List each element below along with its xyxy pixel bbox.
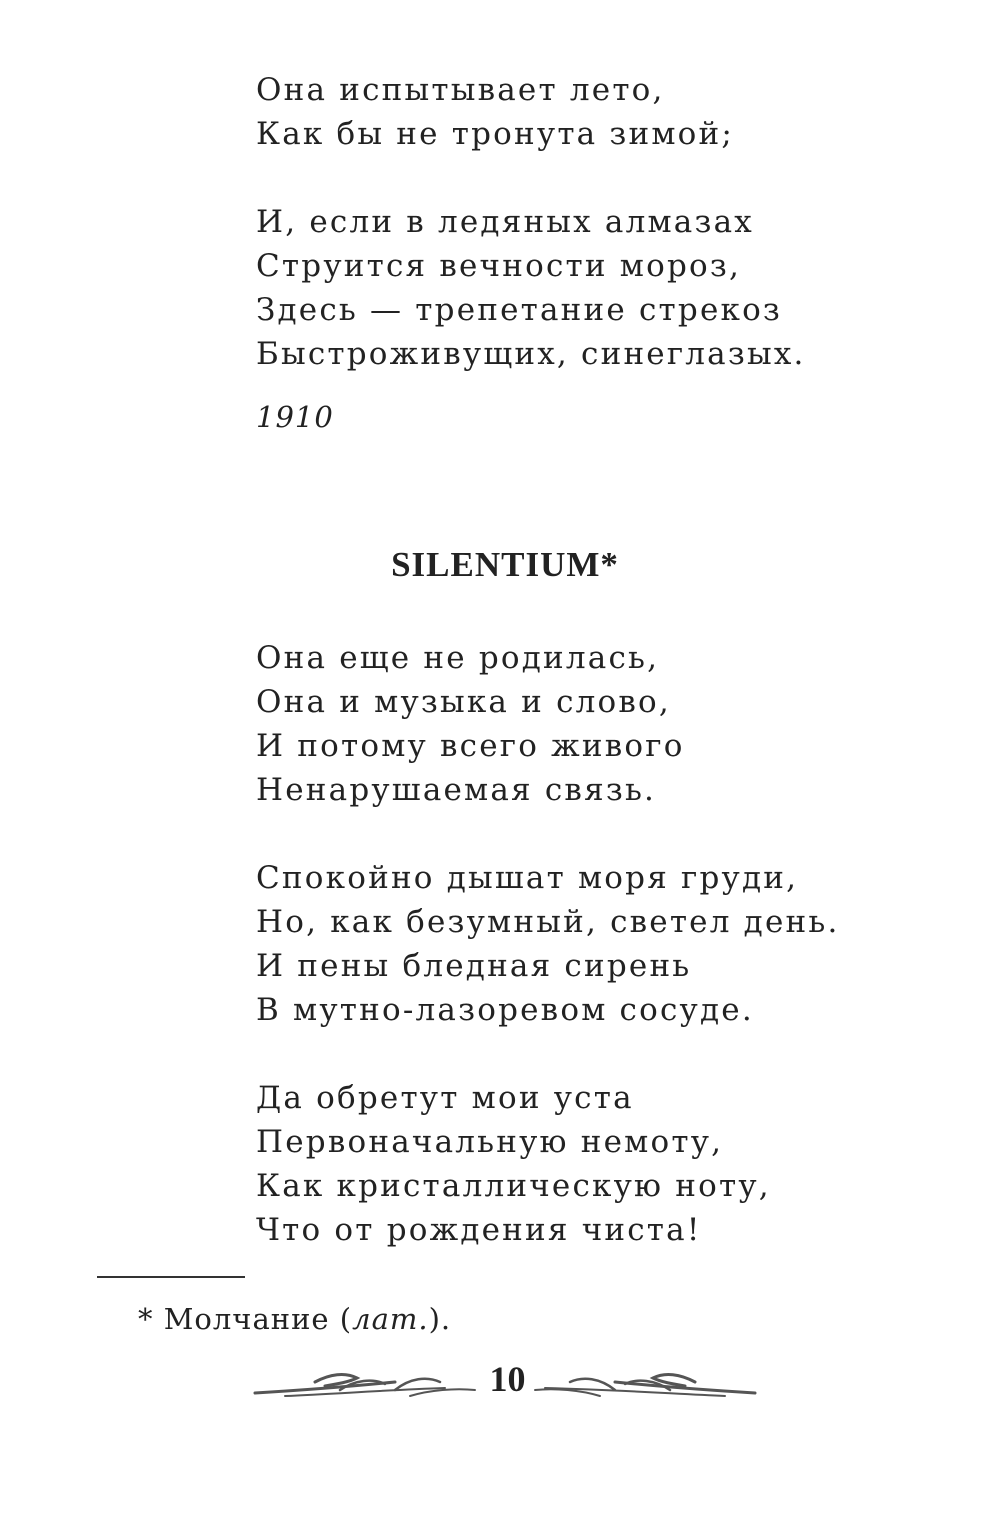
poem-line: И, если в ледяных алмазах [256, 204, 754, 240]
footnote-language: лат. [352, 1302, 429, 1336]
poem-line: Как бы не тронута зимой; [256, 116, 735, 152]
page-number: 10 [489, 1359, 526, 1399]
poem-line: Спокойно дышат моря груди, [256, 860, 799, 896]
poem-line: В мутно-лазоревом сосуде. [256, 992, 754, 1028]
poem-line: Быстроживущих, синеглазых. [256, 336, 806, 372]
poem-line: Она испытывает лето, [256, 72, 665, 108]
footnote-text: * Молчание ( [138, 1302, 353, 1336]
poem-line: Как кристаллическую ноту, [256, 1168, 771, 1204]
poem-line: Она и музыка и слово, [256, 684, 671, 720]
poem-line: Что от рождения чиста! [256, 1212, 702, 1248]
footnote-divider [97, 1276, 245, 1278]
poem-line: Да обретут мои уста [256, 1080, 634, 1116]
poem1-stanza-a [256, 68, 734, 156]
poem-title: SILENTIUM* [391, 545, 619, 584]
poem-line: Она еще не родилась, [256, 640, 660, 676]
poem-line: Но, как безумный, светел день. [256, 904, 840, 940]
poem-line: Ненарушаемая связь. [256, 772, 657, 808]
poem-line: И пены бледная сирень [256, 948, 692, 984]
poem-line: Струится вечности мороз, [256, 248, 742, 284]
poem-line: И потому всего живого [256, 728, 685, 764]
poem2-stanza-3 [256, 1076, 771, 1252]
poem1-stanza-b [256, 200, 806, 376]
footnote [138, 1302, 451, 1336]
poem2-stanza-2 [256, 856, 840, 1032]
poem-date: 1910 [256, 400, 334, 434]
poem-line: Первоначальную немоту, [256, 1124, 724, 1160]
poem2-stanza-1 [256, 636, 685, 812]
footnote-close: ). [428, 1302, 452, 1336]
poem-line: Здесь — трепетание стрекоз [256, 292, 783, 328]
